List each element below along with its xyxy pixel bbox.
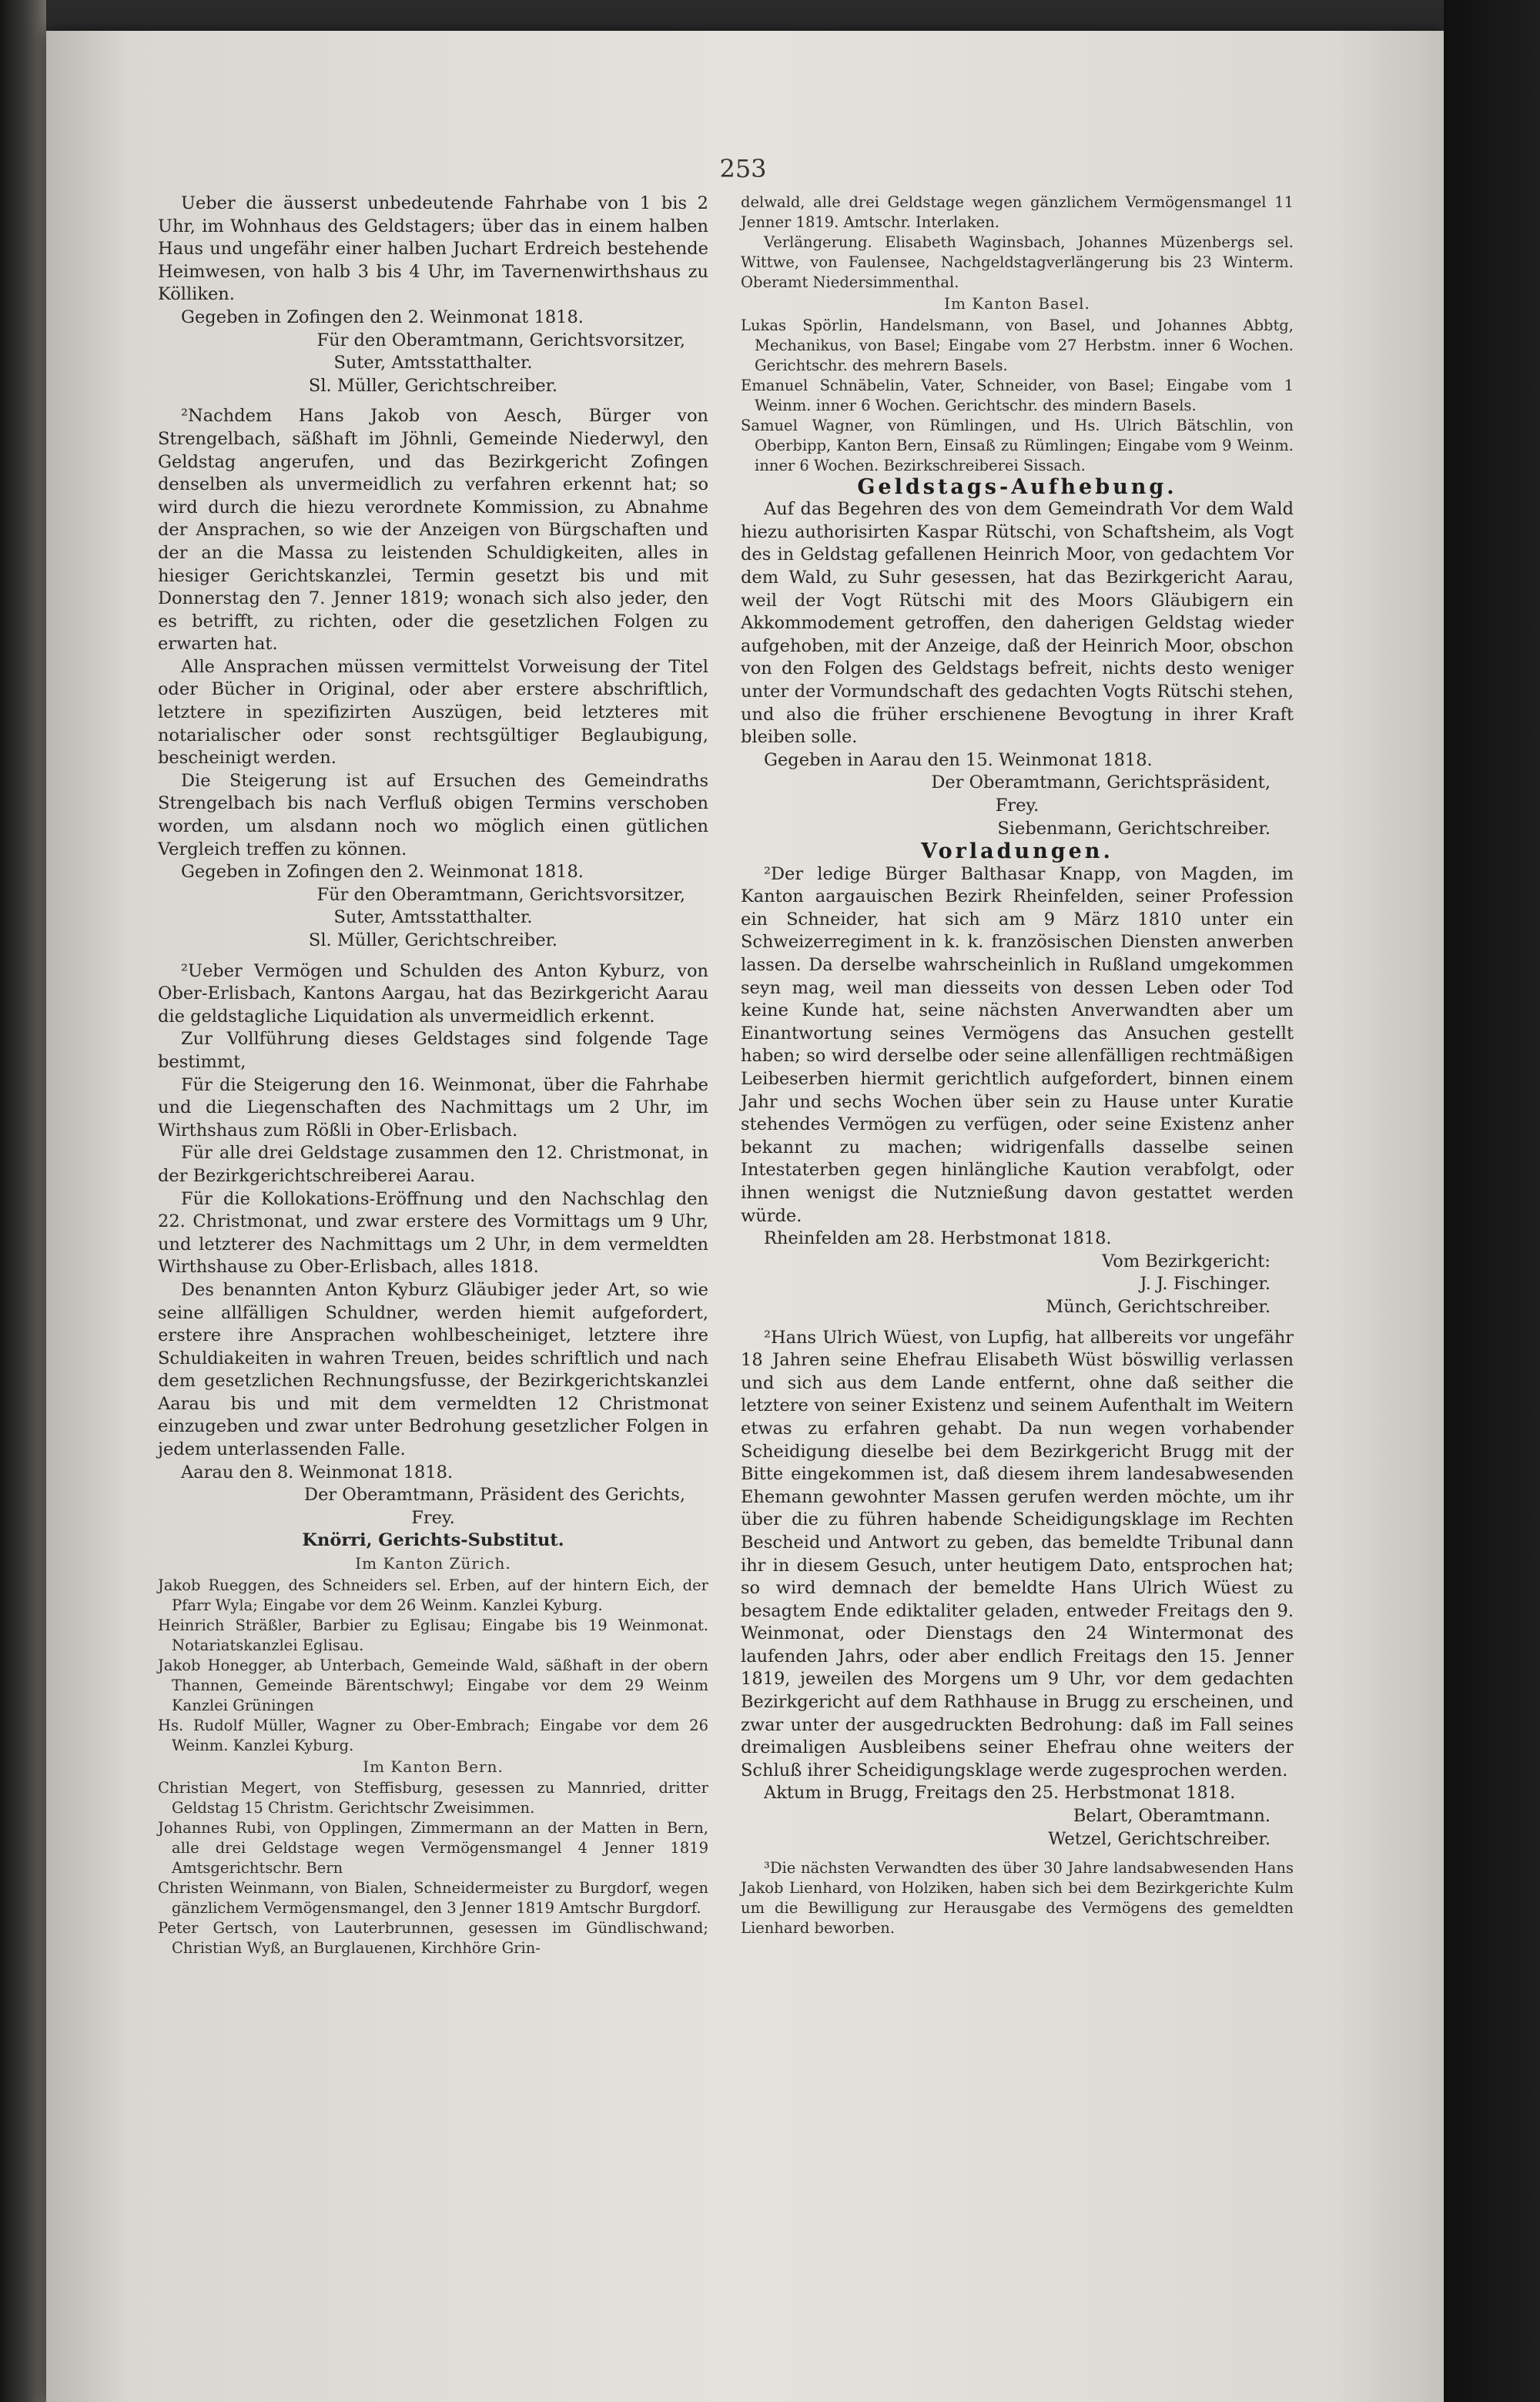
list-item: delwald, alle drei Geldstage wegen gänzlichem Vermögensmangel 11 Jenner 1819. Amtschr. Interlaken.: [741, 193, 1294, 231]
page-number: 253: [719, 154, 767, 183]
signature-line: Sl. Müller, Gerichtschreiber.: [308, 930, 558, 950]
signature-line: Für den Oberamtmann, Gerichtsvorsitzer,: [316, 884, 685, 905]
notice-paragraph: Die Steigerung ist auf Ersuchen des Gemeindraths Strengelbach bis nach Verfluß obigen Termins verschoben worden, um alsdann noch wo möglich einen gütlichen Vergleich treffen zu können.: [158, 770, 708, 859]
notice-date: Gegeben in Zofingen den 2. Weinmonat 1818.: [181, 862, 584, 883]
notice-paragraph: Des benannten Anton Kyburz Gläubiger jeder Art, so wie seine allfälligen Schuldner, werden hiemit aufgefordert, erstere ihre Ansprachen wohlbescheiniget, letztere ihre Schuldiakeiten in wahren Treuen, beides schriftlich und nach dem gesetzlichen Rechnungsfusse, der Bezirkgerichtskanzlei Aarau bis und mit dem vermeldten 12 Christmonat einzugeben und zwar unter Bedrohung gesetzlicher Folgen in jedem unterlassenden Falle.: [158, 1279, 708, 1460]
notice-date: Aarau den 8. Weinmonat 1818.: [181, 1462, 454, 1482]
notice-date: Aktum in Brugg, Freitags den 25. Herbstmonat 1818.: [764, 1783, 1236, 1804]
notice-paragraph: Für die Kollokations-Eröffnung und den Nachschlag den 22. Christmonat, und zwar erstere des Vormittags um 9 Uhr, und letzterer des Nachmittags um 2 Uhr, in dem vermeldten Wirthshause zu Ober-Erlisbach, alles 1818.: [158, 1188, 708, 1278]
signature-line: Suter, Amtsstatthalter.: [333, 353, 533, 374]
notice-paragraph: ²Ueber Vermögen und Schulden des Anton Kyburz, von Ober-Erlisbach, Kantons Aargau, hat das Bezirkgericht Aarau die geldstagliche Liquidation als unvermeidlich erkennt.: [158, 960, 708, 1027]
list-item: Christian Megert, von Steffisburg, gesessen zu Mannried, dritter Geldstag 15 Christm. Gerichtschr Zweisimmen.: [158, 1779, 708, 1817]
signature-line: Für den Oberamtmann, Gerichtsvorsitzer,: [316, 330, 685, 350]
list-item: Emanuel Schnäbelin, Vater, Schneider, von Basel; Eingabe vom 1 Weinm. inner 6 Wochen. Gerichtschr. des mindern Basels.: [741, 376, 1294, 414]
list-item: Christen Weinmann, von Bialen, Schneidermeister zu Burgdorf, wegen gänzlichem Vermögensmangel, den 3 Jenner 1819 Amtschr Burgdorf.: [158, 1879, 708, 1918]
notice-date: Gegeben in Zofingen den 2. Weinmonat 1818.: [181, 307, 584, 327]
notice-date: Gegeben in Aarau den 15. Weinmonat 1818.: [764, 749, 1153, 770]
notice-paragraph: Für die Steigerung den 16. Weinmonat, über die Fahrhabe und die Liegenschaften des Nachmittags um 2 Uhr, im Wirthshaus zum Rößli in Ober-Erlisbach.: [158, 1074, 708, 1141]
section-heading-aufhebung: Geldstags-Aufhebung.: [857, 474, 1177, 499]
signature-line: Münch, Gerichtschreiber.: [1046, 1296, 1270, 1317]
notice-date: Rheinfelden am 28. Herbstmonat 1818.: [764, 1228, 1112, 1249]
list-item: Heinrich Sträßler, Barbier zu Eglisau; Eingabe bis 19 Weinmonat. Notariatskanzlei Eglisau.: [158, 1616, 708, 1654]
notice-paragraph: Für alle drei Geldstage zusammen den 12. Christmonat, in der Bezirkgerichtschreiberei Aarau.: [158, 1143, 708, 1186]
notice-paragraph: Zur Vollführung dieses Geldstages sind folgende Tage bestimmt,: [158, 1029, 708, 1072]
signature-line: Suter, Amtsstatthalter.: [333, 907, 533, 928]
list-item: Peter Gertsch, von Lauterbrunnen, gesessen im Gündlischwand; Christian Wyß, an Burglauenen, Kirchhöre Grin-: [158, 1919, 708, 1958]
notice-paragraph: Alle Ansprachen müssen vermittelst Vorweisung der Titel oder Bücher in Original, oder aber erstere abschriftlich, letztere in spezifizirten Auszügen, beid letzteres mit notarialischer oder sonst rechtsgültiger Beglaubigung, bescheinigt werden.: [158, 656, 708, 769]
signature-line: Sl. Müller, Gerichtschreiber.: [308, 375, 558, 396]
notice-paragraph: ²Hans Ulrich Wüest, von Lupfig, hat allbereits vor ungefähr 18 Jahren seine Ehefrau Elisabeth Wüst böswillig verlassen und sich aus dem Lande entfernt, ohne daß seither die letztere von seiner Existenz und seinem Aufenthalt im Weitern etwas zu erfahren gehabt. Da nun wegen vorhabender Scheidigung dieselbe bei dem Bezirkgericht Brugg mit der Bitte eingekommen ist, daß diesem ihrem landesabwesenden Ehemann gewohnter Massen gerufen werden möchte, um ihr über die zu führen habende Scheidigungsklage im Rechten Bescheid und Antwort zu geben, das bemeldte Tribunal dann ihr in diesem Gesuch, unter heutigem Dato, entsprochen hat; so wird demnach der bemeldte Hans Ulrich Wüest zu besagtem Ende ediktaliter geladen, entweder Freitags den 9. Weinmonat, oder Dienstags den 24 Wintermonat des laufenden Jahrs, oder aber endlich Freitags den 15. Jenner 1819, jeweilen des Morgens um 9 Uhr, vor dem gedachten Bezirkgericht auf dem Rathhause in Brugg zu erscheinen, und zwar unter der ausgedruckten Bedrohung: daß im Fall seines dreimaligen Ausbleibens seiner Ehefrau ohne weiters der Schluß ihrer Scheidigungsklage werde zugesprochen werden.: [741, 1327, 1294, 1781]
notice-paragraph: ²Nachdem Hans Jakob von Aesch, Bürger von Strengelbach, säßhaft im Jöhnli, Gemeinde Niederwyl, den Geldstag angerufen, und das Bezirkgericht Zofingen denselben als unvermeidlich zu verfahren erkennt hat; so wird durch die hiezu verordnete Kommission, zu Abnahme der Ansprachen, so wie der Anzeigen von Bürgschaften und der an die Massa zu leistenden Schuldigkeiten, alles in hiesiger Gerichtskanzlei, Termin gesetzt bis und mit Donnerstag den 7. Jenner 1819; wonach sich also jeder, den es betrifft, zu richten, oder die gesetzlichen Folgen zu erwarten hat.: [158, 406, 708, 655]
section-subheading-zurich: Im Kanton Zürich.: [355, 1554, 511, 1573]
signature-line: J. J. Fischinger.: [1140, 1274, 1270, 1295]
signature-line: Der Oberamtmann, Gerichtspräsident,: [931, 772, 1270, 793]
signature-line: Wetzel, Gerichtschreiber.: [1048, 1828, 1270, 1849]
signature-line: Siebenmann, Gerichtschreiber.: [997, 818, 1270, 839]
list-item: Samuel Wagner, von Rümlingen, und Hs. Ulrich Bätschlin, von Oberbipp, Kanton Bern, Einsaß zu Rümlingen; Eingabe vom 9 Weinm. inner 6 Wochen. Bezirkschreiberei Sissach.: [741, 416, 1294, 474]
list-item: Jakob Honegger, ab Unterbach, Gemeinde Wald, säßhaft in der obern Thannen, Gemeinde Bärentschwyl; Eingabe vor dem 29 Weinm Kanzlei Grüningen: [158, 1656, 708, 1714]
list-item: Lukas Spörlin, Handelsmann, von Basel, und Johannes Abbtg, Mechanikus, von Basel; Eingabe vom 27 Herbstm. inner 6 Wochen. Gerichtschr. des mehrern Basels.: [741, 316, 1294, 374]
list-item: Verlängerung. Elisabeth Waginsbach, Johannes Müzenbergs sel. Wittwe, von Faulensee, Nachgeldstagverlängerung bis 23 Winterm. Oberamt Niedersimmenthal.: [741, 233, 1294, 291]
notice-paragraph: ²Der ledige Bürger Balthasar Knapp, von Magden, im Kanton aargauischen Bezirk Rheinfelden, seiner Profession ein Schneider, hat sich am 9 März 1810 unter ein Schweizerregiment in k. k. französischen Diensten anwerben lassen. Da derselbe wahrscheinlich in Rußland umgekommen seyn mag, weil man diesseits von dessen Leben oder Tod keine Kunde hat, seine nächsten Anverwandten aber um Einantwortung seines Vermögens das Ansuchen gestellt haben; so wird derselbe oder seine allenfälligen rechtmäßigen Leibeserben hiermit gerichtlich aufgefordert, binnen einem Jahr und sechs Wochen über sein zu Hause unter Kuratie stehendes Vermögen zu verfügen, oder seine Existenz anher bekannt zu machen; widrigenfalls dasselbe seinen Intestaterben gegen hinlängliche Kaution verabfolgt, oder ihnen wenigst die Nutznießung davon gestattet werden würde.: [741, 863, 1294, 1226]
scanner-background-right: [1444, 0, 1540, 2402]
section-heading-vorladungen: Vorladungen.: [921, 839, 1113, 864]
notice-paragraph: Auf das Begehren des von dem Gemeindrath Vor dem Wald hiezu authorisirten Kaspar Rütschi, von Schaftsheim, als Vogt des in Geldstag gefallenen Heinrich Moor, von gedachtem Vor dem Wald, zu Suhr gesessen, hat das Bezirkgericht Aarau, weil der Vogt Rütschi mit des Moors Gläubigern ein Akkommodement getroffen, den daherigen Geldstag wieder aufgehoben, mit der Anzeige, daß der Heinrich Moor, obschon von den Folgen des Geldstags befreit, nichts desto weniger unter der Vormundschaft des gedachten Vogts Rütschi stehen, und also die früher erschienene Bevogtung in ihrer Kraft bleiben solle.: [741, 499, 1294, 748]
notice-paragraph: ³Die nächsten Verwandten des über 30 Jahre landsabwesenden Hans Jakob Lienhard, von Holziken, haben sich bei dem Bezirkgerichte Kulm um die Bewilligung zur Herausgabe des Vermögens des gemeldten Lienhard beworben.: [741, 1859, 1294, 1938]
notice-intro: Ueber die äusserst unbedeutende Fahrhabe von 1 bis 2 Uhr, im Wohnhaus des Geldstagers; über das in einem halben Haus und ungefähr einer halben Juchart Erdreich bestehende Heimwesen, von halb 3 bis 4 Uhr, im Tavernenwirthshaus zu Kölliken.: [158, 193, 708, 305]
signature-line: Knörri, Gerichts-Substitut.: [302, 1530, 564, 1551]
signature-line: Frey.: [995, 795, 1040, 816]
signature-line: Der Oberamtmann, Präsident des Gerichts,: [304, 1485, 685, 1506]
section-subheading-bern: Im Kanton Bern.: [363, 1757, 504, 1776]
section-subheading-basel: Im Kanton Basel.: [944, 294, 1090, 313]
signature-line: Belart, Oberamtmann.: [1073, 1806, 1270, 1827]
signature-line: Vom Bezirkgericht:: [1102, 1251, 1270, 1271]
right-column: [741, 193, 1294, 1938]
list-item: Jakob Rueggen, des Schneiders sel. Erben, auf der hintern Eich, der Pfarr Wyla; Eingabe vor dem 26 Weinm. Kanzlei Kyburg.: [158, 1576, 708, 1614]
left-column: [158, 193, 708, 1958]
scanner-background-left: [0, 0, 46, 2402]
list-item: Hs. Rudolf Müller, Wagner zu Ober-Embrach; Eingabe vor dem 26 Weinm. Kanzlei Kyburg.: [158, 1716, 708, 1754]
signature-line: Frey.: [411, 1507, 455, 1528]
list-item: Johannes Rubi, von Opplingen, Zimmermann an der Matten in Bern, alle drei Geldstage wegen Vermögensmangel 4 Jenner 1819 Amtsgerichtschr. Bern: [158, 1819, 708, 1878]
